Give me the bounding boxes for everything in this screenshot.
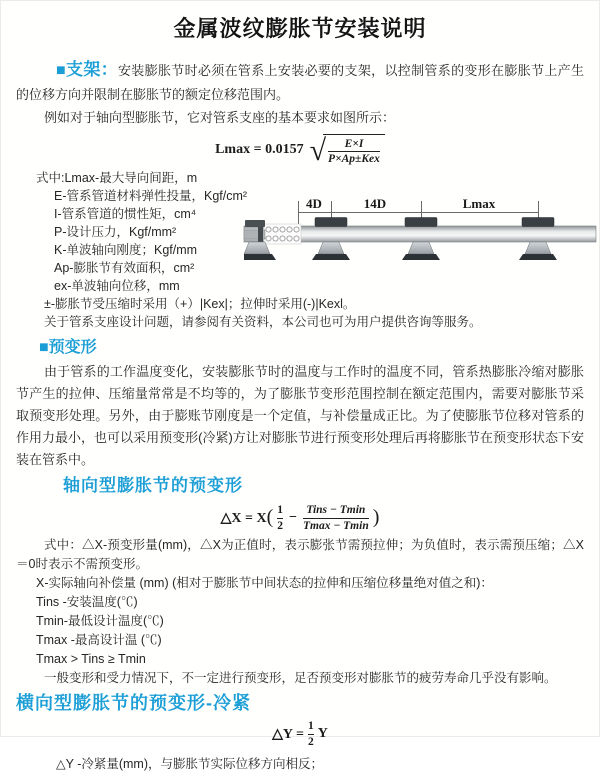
def-item-ex: ex-单波轴向位移，mm bbox=[54, 279, 180, 293]
half-denominator: 2 bbox=[277, 519, 283, 532]
temperature-fraction bbox=[303, 503, 369, 533]
axial-note-tins: Tins -安装温度(℃) bbox=[36, 595, 138, 609]
formula-lmax-denominator: P×Ap±Kex bbox=[328, 153, 380, 165]
axial-note-dx: 式中：△X-预变形量(mm)，△X为正值时，表示膨张节需预拉伸；为负值时，表示需预压缩；△X＝0时表示不需预变形。 bbox=[16, 538, 584, 571]
plusminus-note: ±-膨胀节受压缩时采用（+）|Kex|；拉伸时采用(-)|Kexl。 bbox=[44, 297, 356, 311]
lateral-note: △Y -冷紧量(mm)，与膨胀节实际位移方向相反； bbox=[56, 757, 324, 771]
formula-lmax-fraction bbox=[328, 137, 380, 167]
axial-note-inequality: Tmax > Tins ≥ Tmin bbox=[36, 652, 146, 666]
support-example-text: 例如对于轴向型膨胀节，它对管系支座的基本要求如图所示： bbox=[44, 110, 396, 125]
temp-denominator: Tmax − Tmin bbox=[302, 519, 369, 532]
axial-note-tmin: Tmin-最低设计温度(℃) bbox=[36, 614, 164, 628]
axial-predeform-formula bbox=[1, 502, 599, 534]
right-paren: ) bbox=[372, 505, 380, 528]
axial-note-x: X-实际轴向补偿量 (mm) (相对于膨胀节中间状态的拉伸和压缩位移量绝对值之和)： bbox=[36, 576, 493, 590]
axial-note-tmax: Tmax -最高设计温 (℃) bbox=[36, 633, 162, 647]
temp-numerator: Tins − Tmin bbox=[306, 504, 366, 517]
def-item-ap: Ap-膨胀节有效面积，cm² bbox=[54, 261, 195, 275]
def-item-k: K-单波轴向刚度；Kgf/mm bbox=[54, 243, 198, 257]
dim-label-14d: 14D bbox=[363, 196, 387, 211]
half-numerator: 1 bbox=[277, 504, 283, 517]
one-half-fraction bbox=[277, 503, 283, 533]
formula-lmax-lhs: Lmax = 0.0157 bbox=[215, 142, 304, 157]
half-numerator: 1 bbox=[307, 720, 314, 733]
def-item-i: I-管系管道的惯性矩，cm⁴ bbox=[54, 207, 197, 221]
one-half-fraction bbox=[308, 719, 314, 749]
support-section-heading: 支架： bbox=[66, 60, 118, 79]
section-square-icon: ■ bbox=[56, 62, 66, 79]
support-paragraph bbox=[16, 58, 584, 107]
def-item-p: P-设计压力，Kgf/mm² bbox=[54, 225, 177, 239]
axial-notes bbox=[16, 536, 584, 688]
lateral-subheading: 横向型膨胀节的预变形-冷紧 bbox=[16, 693, 251, 713]
minus-sign: − bbox=[288, 510, 297, 525]
predeform-body-text: 由于管系的工作温度变化，安装膨胀节时的温度与工作时的温度不同，管系热膨胀冷缩对膨胀节产生的拉伸、压缩量常常是不均等的，为了膨胀节变形范围控制在额定范围内，需要对膨胀节采取预变形处理。另外，由于膨账节刚度是一个定值，与补偿量成正比。为了使膨胀节位移对管系的作用力最小，也可以采用预变形(冷紧)方让对膨胀节进行预变形处理后再将膨胀节在预变形状态下安装在管系中。 bbox=[16, 364, 584, 467]
pipe-support-diagram bbox=[244, 195, 596, 287]
axial-subheading: 轴向型膨胀节的预变形 bbox=[63, 476, 243, 495]
formula-dx-lhs: △X = X bbox=[220, 510, 267, 526]
def-item-e: E-管系管道材料弹性投量，Kgf/cm² bbox=[54, 189, 248, 203]
bellows-icon bbox=[264, 224, 301, 244]
guide-spacing-formula: Lmax = 0.0157 √ $\frac{E\times I}{\text{P×Ap±Kex}}$ bbox=[1, 133, 599, 167]
consult-note: 关于管系支座设计问题，请参阅有关资料，本公司也可为用户提供咨询等服务。 bbox=[44, 315, 482, 329]
formula-dy-lhs: △Y = bbox=[272, 726, 304, 742]
dim-label-4d: 4D bbox=[306, 196, 322, 211]
dim-label-lmax: Lmax bbox=[462, 196, 496, 211]
predeform-heading-label: 预变形 bbox=[48, 339, 97, 356]
defs-intro: 式中:Lmax-最大导向间距，m bbox=[36, 171, 198, 185]
support-intro-text: 安装膨胀节时必须在管系上安装必要的支架，以控制管系的变形在膨胀节上产生的位移方向并限制在膨胀节的额定位移范围内。 bbox=[16, 63, 585, 102]
predeform-section-heading bbox=[39, 338, 599, 358]
sqrt-content bbox=[323, 134, 385, 167]
axial-note-general: 一般变形和受力情况下，不一定进行预变形，足否预变形对膨胀节的疲劳寿命几乎没有影响。 bbox=[44, 671, 557, 685]
section-square-icon: ■ bbox=[39, 339, 49, 356]
half-denominator: 2 bbox=[307, 735, 314, 748]
left-paren: ( bbox=[266, 505, 274, 528]
formula-dy-rhs: Y bbox=[317, 726, 328, 741]
formula-lmax-numerator: E×I bbox=[344, 137, 364, 150]
lateral-coldpull-formula bbox=[1, 719, 599, 749]
page-title: 金属波纹膨胀节安装说明 bbox=[173, 16, 427, 41]
